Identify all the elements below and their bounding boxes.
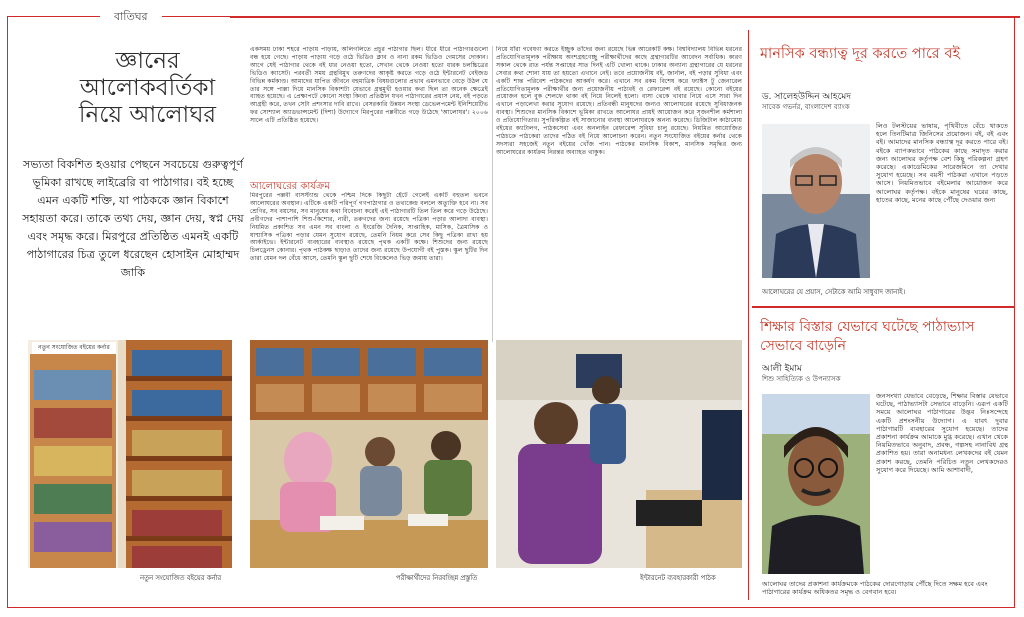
headline (55, 48, 240, 129)
article-column-2 (496, 46, 742, 342)
sidebar-2-title: শিক্ষার বিস্তার যেভাবে ঘটেছে পাঠাভ্যাস সেভাবে বাড়েনি (760, 319, 975, 354)
sidebar-1-title: মানসিক বন্ধ্যাত্ব দূর করতে পারে বই (760, 46, 960, 62)
caption-photo-3: ইন্টারনেট ব্যবহারকারী পাঠক (640, 574, 716, 582)
sidebar-2-tail: আলোঘর তাদের প্রকাশনা কার্যক্রমকে পাঠকের দোরগোড়ায় পৌঁছে দিতে সক্ষম হবে এবং পাঠাগারের কার্যক্রম অধিকতর সমৃদ্ধ ও বেগবান হবে। (762, 580, 988, 597)
sidebar-2-body: জনসংখ্যা যেভাবে বেড়েছে, শিক্ষার বিস্তার যেভাবে ঘটেছে, পাঠাভ্যাসটা সেভাবে বাড়েনি। এরূপ একটি সময়ে আলোঘর পাঠাগারের উদ্ভব নিঃসন্দেহে একটি প্রশংসনীয় উদ্যোগ। এ যাবৎ দুবার পাঠাগারটি ব্যবহারের সুযোগ হয়েছে। তাদের প্রকাশনা কার্যক্রম আমাকে মুগ্ধ করেছে। এখান থেকে নিয়মিতভাবে অনুবাদ, প্রবন্ধ, গল্পসহ নানাবিধ গ্রন্থ প্রকাশিত হয়। তারা অনামধন্য লেখকদের বই যেমন প্রকাশ করছে, তেমনি পরিচিত নতুন লেখকদেরও সুযোগ করে দিয়েছে। আমি আশাবাদী, (876, 392, 1008, 474)
photo-readers (250, 340, 488, 568)
photo-internet-user (496, 340, 742, 568)
article-subhead: আলোঘরের কার্যক্রম (250, 181, 330, 192)
photo-book-corner (28, 340, 232, 568)
sidebar-1-author-title: সাবেক গভর্নর, বাংলাদেশ ব্যাংক (762, 103, 850, 111)
sidebar-1-author: ড. সালেহউদ্দিন আহমেদ (762, 92, 851, 102)
sidebar-separator (752, 306, 1014, 308)
sidebar-divider (748, 30, 749, 600)
sidebar-1-portrait (762, 124, 870, 278)
article-column-1 (250, 46, 488, 177)
headline-line-1: জ্ঞানের (115, 48, 180, 74)
article-text: মিরপুরের পল্লবী বাসস্ট্যান্ড থেকে পশ্চিম দিকে কিছুটা হেঁটে গেলেই একটি বহুতল ভবনে আলোঘরের অবস্থান। এটিকে একটি পরিপূর্ণ গণপাঠাগার ও তথ্যকেন্দ্র বললে অত্যুক্তি হবে না। সব শ্রেণির, সব বয়সের, সব মানুষের কথা বিবেচনা করেই এই পাঠাগারটি তিল তিল করে গড়ে উঠেছে। প্রবীণদের পাশাপাশি শিশু-কিশোর, নারী, তরুণদের জন্য রয়েছে পত্রিকা পড়ার আলাদা ব্যবস্থা। নিয়মিত প্রকাশিত সব এমন সব বাংলা ও ইংরেজি দৈনিক, সাপ্তাহিক, মাসিক, ত্রৈমাসিক ও ষাণ্মাসিক পত্রিকা পড়ার যেমন সুযোগ রয়েছে, তেমনি নিয়ম করে সেব কিছু পত্রিকা রাখা হয় আর্কাইভে। ইন্টারনেট ব্যবহারের ব্যবস্থাও রয়েছে পৃথক একটি কক্ষে। শিশুদের জন্য রয়েছে চিলড্রেনস কোনার। পৃথক পাঠকক্ষ ছাড়াও তাদের জন্য রয়েছে উপযোগী বই পুস্তক। স্কুল ছুটির দিন তারা যেমন দল বেঁধে আসে, তেমনি স্কুল ছুটি শেষে বিকেলেও ভিড় জমায় তারা। (250, 192, 488, 263)
column-divider (492, 46, 493, 342)
photo-sign: নতুন সংযোজিত বইয়ের কর্নার (32, 342, 116, 354)
lead-paragraph: সভ্যতা বিকশিত হওয়ার পেছনে সবচেয়ে গুরুত্বপূর্ণ ভূমিকা রাখছে লাইব্রেরি বা পাঠাগার। বই হচ্ছে এমন একটি শক্তি, যা পাঠককে জ্ঞান বিকাশে সহায়তা করে। তাকে তথ্য দেয়, জ্ঞান দেয়, স্বপ্ন দেয় এবং সমৃদ্ধ করে। মিরপুরে প্রতিষ্ঠিত এমনই একটি পাঠাগারের চিত্র তুলে ধরেছেন হোসাইন মোহাম্মদ জাকি (22, 158, 244, 279)
sidebar-2-portrait (762, 394, 870, 574)
headline-line-3: নিয়ে আলোঘর (78, 102, 217, 128)
sidebar-1-closing: আলোঘরের যে প্রয়াস, সেটাকে আমি সাধুবাদ জানাই। (762, 288, 906, 296)
top-rule (230, 16, 1020, 18)
section-label: বাতিঘর (100, 8, 162, 27)
sidebar-2-author: আলী ইমাম (762, 364, 802, 374)
article-text: একসময় ঢাকা শহরে পাড়ায় পাড়ায়, অলিগলিতে প্রচুর পাঠাগার ছিল। ধীরে ধীরে পাঠাগারগুলো বন্ধ হয়ে গেছে। পাড়ায় পাড়ায় গড়ে ওঠে ভিডিও ক্লাব ও নানা রকম ভিডিও গেমসের দোকান। আগে যেই পাঠাগার থেকে বই ধার নেওয়া হতো, সেখান থেকে নেওয়া হতো ধারক চলচ্চিত্রের ভিডিও ক্যাসেট। পরবর্তী সময় গ্রন্থবিমুখ তরুণদের আকৃষ্ট করতে গড়ে ওঠে ইন্টারনেট বেইজড বিভিন্ন কর্মকাণ্ড। আমাদের যাপিত জীবনে বহুমাত্রিক বিষয়গুলোর প্রভাব এমনভাবে বেড়ে উঠল যে তার সঙ্গে পাল্লা দিয়ে মানসিক বিকাশটা যেভাবে গ্রন্থমুখী হওয়ার কথা ছিল তা অনেক ক্ষেত্রেই ব্যাহত হয়েছে। এ প্রেক্ষাপটে কোনো সংস্থা কিংবা প্রতিষ্ঠান যখন পাঠাগারের প্রয়াস নেয়, বই পড়তে আগ্রহী করে, তখন সেটা প্রশংসার দাবি রাখে। বেসরকারি উন্নয়ন সংস্থা ডেভেলপমেন্ট ইনিশিয়েটিভ ফর সোশ্যাল অ্যাডভান্সমেন্ট (দিশা) উদ্যোগে মিরপুরের পল্লবীতে গড়ে উঠেছে 'আলোঘর'। ২০০৬ সালে এটি প্রতিষ্ঠিত হয়েছে। (250, 46, 488, 125)
caption-photo-2: পরীক্ষার্থীদের নিরবচ্ছিন্ন প্রস্তুতি (396, 574, 478, 582)
headline-line-2: আলোকবর্তিকা (79, 75, 216, 101)
article-text: নিয়ে যাঁরা গবেষণা করতে ইচ্ছুক তাঁদের জন্য রয়েছে ভিন্ন আরেকটি কক্ষ। বিশ্ববিদ্যালয় বিভিন্ন ধরনের প্রতিযোগিতামূলক পরীক্ষায় অংশগ্রহণেচ্ছু পরীক্ষার্থীদের কাছে গ্রন্থাগারটির আবেদন সর্বাধিক। কারণ সকাল থেকে রাত পর্যন্ত সপ্তাহের সাত দিনই এটি খোলা থাকে। ঢাকার অন্যান্য গ্রন্থাগারের যে ধরনের সেবার কথা শোনা যায় তা হয়তো এখানে নেই। তবে প্রয়োজনীয় বই, জার্নাল, বই পড়ার সুবিধা এবং একটি শান্ত পরিবেশ পাঠকদের আকর্ষণ করে। এখানে সব রকম বিশেষ করে ফ্যাক্টস টু জেনারেল প্রতিযোগিতামূলক পরীক্ষার্থীর জন্য প্রয়োজনীয় পাঠ্যবই ও রেফারেন্স বই রয়েছে। কোনো বইয়ের প্রয়োজন হলে বুক শেলফে থাকা বই নিয়ে নিলেই হলো। বাসা থেকে খাবার নিয়ে এসে সারা দিন এখানে পড়ালেখা করার সুযোগ রয়েছে। প্রতিবন্ধী মানুষদের জন্যও আলোঘরের রয়েছে সুবিধাজনক ব্যবস্থা। শিশুদের মানসিক বিকাশে ভূমিকা রাখতে আলোঘর প্রায়ই আয়োজন করে সৃজনশীল কর্মশালা ও প্রতিযোগিতার। সুপরিকল্পিত বই সাজানোর ব্যবস্থা আলোঘরকে অনন্য করেছে। ডিজিটাল কাঠামোয় বইয়ের ক্যাটালগ, পাঠকসেবা এবং অনলাইন রেফারেন্স সুবিধা চালু রয়েছে। নিয়মিত আয়োজিত পাঠচক্রে পাঠকেরা তাদের পঠিত বই নিয়ে আলোচনা করেন। নতুন সংযোজিত বইয়ের কর্নার থেকে সদস্যরা সহজেই নতুন বইয়ের খোঁজ পান। পাঠকের মানসিক বিকাশ, মানসিক সমৃদ্ধির জন্য আলোঘরের কার্যক্রম নিরন্তর অব্যাহত থাকুক। (496, 46, 742, 156)
sidebar-1-body: লিও টলস্টয়ের ভাষায়, পৃথিবীতে বেঁচে থাকতে হলে তিনটিমাত্র জিনিসের প্রয়োজন। বই, বই এবং বই। আমাদের মানসিক বন্ধ্যাত্ব দূর করতে পারে বই। বইকে ব্যাপকভাবে পাঠকের কাছে সমাদৃত করার জন্য আলোঘর কর্তৃপক্ষ বেশ কিছু পরিকল্পনা গ্রহণ করেছে। একাডেমিকের সারেজমিনে তা দেখার সুযোগ হয়েছে। সব বয়সী পাঠকরা এখানে পড়তে আসে। নিয়মিতভাবে বইমেলার আয়োজন করে আলোঘর কর্তৃপক্ষ। বইকে মানুষের ঘরের কাছে, হাতের কাছে, মনের কাছে পৌঁছে দেওয়ার জন্য (876, 122, 1008, 204)
article-column-1b (250, 192, 488, 342)
sidebar-2-author-title: শিশু সাহিত্যিক ও উপন্যাসক (762, 375, 841, 383)
caption-photo-1: নতুন সংযোজিত বইয়ের কর্নার (140, 574, 222, 582)
